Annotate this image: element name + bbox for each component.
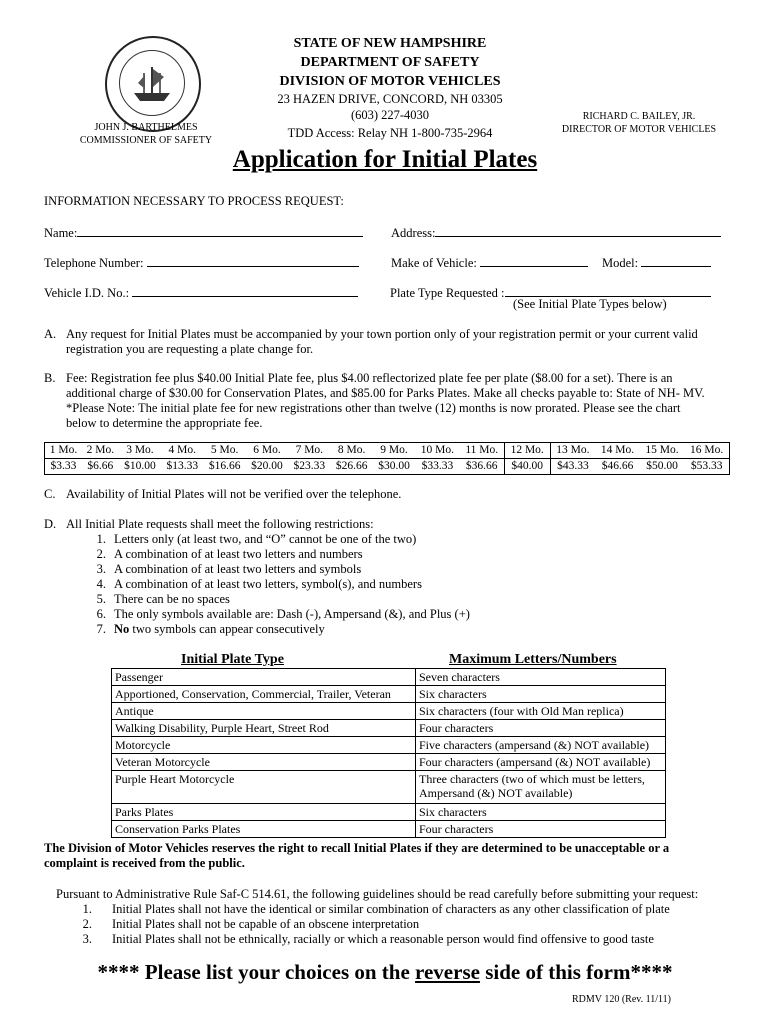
tdd-access: TDD Access: Relay NH 1-800-735-2964 [287,126,493,140]
state-name: STATE OF NEW HAMPSHIRE [293,36,487,51]
section-b-label: B. [44,371,56,385]
fee-cell: $46.66 [595,459,640,475]
month-cell: 3 Mo. [119,443,161,459]
recall-note-line-2: complaint is received from the public. [44,856,245,870]
list-item: 6. The only symbols available are: Dash (-), Ampersand (&), and Plus (+) [96,607,470,621]
month-cell: 2 Mo. [82,443,119,459]
month-cell: 4 Mo. [161,443,203,459]
closing-emphasis: reverse [415,960,480,984]
fee-cell: $36.66 [460,459,505,475]
telephone-field[interactable] [44,254,359,271]
fee-cell: $33.33 [415,459,460,475]
fee-amounts-row [45,459,730,475]
max-cell: Four characters [416,821,666,838]
table-row [112,771,666,804]
section-b-line-4: below to determine the appropriate fee. [66,416,263,430]
closing-post: side of this form**** [479,960,673,984]
max-cell: Five characters (ampersand (&) NOT available) [416,737,666,754]
address-input-line[interactable] [435,224,721,237]
recall-note [44,841,734,871]
plate-type-note: (See Initial Plate Types below) [513,297,667,311]
list-item: 4. A combination of at least two letters, symbol(s), and numbers [96,577,422,591]
model-label: Model: [602,256,639,270]
director-name: RICHARD C. BAILEY, JR. [582,111,696,122]
fee-cell: $16.66 [203,459,245,475]
name-label: Name: [44,226,78,240]
director-block [556,110,722,136]
fee-cell: $20.00 [246,459,288,475]
telephone-label: Telephone Number: [44,256,144,270]
list-item: 1. Letters only (at least two, and “O” cannot be one of the two) [96,532,417,546]
info-heading: INFORMATION NECESSARY TO PROCESS REQUEST: [44,194,344,208]
section-c [44,487,744,503]
restrictions-list [86,532,726,637]
fee-cell: $13.33 [161,459,203,475]
model-input-line[interactable] [641,254,711,267]
month-cell: 13 Mo. [550,443,595,459]
list-item: 3. Initial Plates shall not be ethnically, racially or which a reasonable person would find offensive to good taste [82,932,654,946]
fee-cell: $3.33 [45,459,82,475]
division-name: DIVISION OF MOTOR VEHICLES [279,74,501,89]
month-cell: 11 Mo. [460,443,505,459]
make-label: Make of Vehicle: [391,256,477,270]
max-cell: Six characters [416,686,666,703]
table-row [112,720,666,737]
month-cell: 6 Mo. [246,443,288,459]
agency-phone: (603) 227-4030 [350,108,430,122]
plate-type-cell: Parks Plates [112,804,416,821]
fee-cell: $30.00 [373,459,415,475]
list-item: 5. There can be no spaces [96,592,230,606]
closing-pre: **** Please list your choices on the [97,960,416,984]
section-d-text: All Initial Plate requests shall meet the following restrictions: [66,517,374,531]
table-row [112,804,666,821]
section-a [44,327,744,359]
plate-type-header: Initial Plate Type [181,652,284,667]
plate-type-cell: Passenger [112,669,416,686]
name-field[interactable] [44,224,363,241]
max-cell: Four characters (ampersand (&) NOT available) [416,754,666,771]
no-emphasis: No [114,622,130,636]
ship-icon [120,51,184,115]
list-item: 2. A combination of at least two letters and numbers [96,547,363,561]
max-cell: Six characters [416,804,666,821]
make-field[interactable] [391,254,588,271]
list-item: 7. No two symbols can appear consecutively [96,622,325,636]
agency-address: 23 HAZEN DRIVE, CONCORD, NH 03305 [277,92,503,106]
director-title: DIRECTOR OF MOTOR VEHICLES [561,124,717,135]
guidelines-intro: Pursuant to Administrative Rule Saf-C 514.61, the following guidelines should be read carefully before submitting your request: [56,887,699,901]
fee-cell: $50.00 [640,459,685,475]
plate-type-cell: Motorcycle [112,737,416,754]
vin-field[interactable] [44,284,358,301]
closing-instruction [0,960,770,985]
plate-type-cell: Walking Disability, Purple Heart, Street Rod [112,720,416,737]
plate-type-cell: Antique [112,703,416,720]
vin-input-line[interactable] [132,284,358,297]
department-name: DEPARTMENT OF SAFETY [300,55,480,70]
plate-types-table [111,668,666,838]
max-cell: Seven characters [416,669,666,686]
agency-header [235,34,545,141]
plate-type-cell: Apportioned, Conservation, Commercial, Trailer, Veteran [112,686,416,703]
telephone-input-line[interactable] [147,254,359,267]
max-characters-header: Maximum Letters/Numbers [449,652,617,667]
commissioner-block [64,121,228,147]
plate-type-label: Plate Type Requested : [390,286,505,300]
month-cell: 16 Mo. [684,443,729,459]
month-cell: 5 Mo. [203,443,245,459]
fee-cell: $43.33 [550,459,595,475]
model-field[interactable] [602,254,711,271]
recall-note-line-1: The Division of Motor Vehicles reserves the right to recall Initial Plates if they are determined to be unacceptable or a [44,841,670,855]
fee-cell: $23.33 [288,459,330,475]
guidelines-list [72,902,732,947]
section-a-line-2: registration you are requesting a plate change for. [66,342,314,356]
section-b-line-3: *Please Note: The initial plate fee for new registrations other than twelve (12) months is now prorated. Please see the chart [66,401,681,415]
table-row [112,669,666,686]
list-item: 2. Initial Plates shall not be capable of an obscene interpretation [82,917,420,931]
fee-cell: $10.00 [119,459,161,475]
page-title: Application for Initial Plates [232,146,538,173]
month-cell: 1 Mo. [45,443,82,459]
list-item: 1. Initial Plates shall not have the identical or similar combination of characters as any other classification of plate [82,902,670,916]
section-b-line-2: additional charge of $30.00 for Conservation Plates, and $85.00 for Parks Plates. Make all checks payable to: State of NH- MV. [66,386,705,400]
month-cell: 12 Mo. [504,443,550,459]
table-row [112,686,666,703]
table-row [112,754,666,771]
section-c-text: Availability of Initial Plates will not be verified over the telephone. [66,487,402,501]
state-seal [105,36,201,132]
section-b [44,371,744,433]
fee-months-row [45,443,730,459]
section-a-line-1: Any request for Initial Plates must be accompanied by your town portion only of your registration permit or your current valid [66,327,698,341]
month-cell: 9 Mo. [373,443,415,459]
plate-type-cell: Conservation Parks Plates [112,821,416,838]
section-a-label: A. [44,327,57,341]
section-b-line-1: Fee: Registration fee plus $40.00 Initial Plate fee, plus $4.00 reflectorized plate fee per plate ($8.00 for a set). There is an [66,371,673,385]
address-field[interactable] [391,224,721,241]
seal-inner-ring [119,50,185,116]
list-item: 3. A combination of at least two letters and symbols [96,562,362,576]
max-cell [416,771,666,804]
plate-type-cell: Veteran Motorcycle [112,754,416,771]
section-d-label: D. [44,517,57,531]
address-label: Address: [391,226,436,240]
fee-cell: $40.00 [504,459,550,475]
month-cell: 8 Mo. [330,443,372,459]
make-input-line[interactable] [480,254,588,267]
month-cell: 15 Mo. [640,443,685,459]
fee-cell: $53.33 [684,459,729,475]
table-row [112,737,666,754]
prorated-fee-table [44,442,730,475]
max-cell-line-1: Three characters (two of which must be letters, [419,772,645,786]
month-cell: 10 Mo. [415,443,460,459]
fee-cell: $6.66 [82,459,119,475]
section-c-label: C. [44,487,56,501]
commissioner-name: JOHN J. BARTHELMES [94,122,198,133]
name-input-line[interactable] [77,224,363,237]
month-cell: 14 Mo. [595,443,640,459]
section-d [44,517,744,639]
table-row [112,821,666,838]
table-row [112,703,666,720]
max-cell: Six characters (four with Old Man replica) [416,703,666,720]
month-cell: 7 Mo. [288,443,330,459]
plate-type-input-line[interactable] [505,284,711,297]
plate-type-cell: Purple Heart Motorcycle [112,771,416,804]
form-number: RDMV 120 (Rev. 11/11) [572,994,671,1005]
vin-label: Vehicle I.D. No.: [44,286,130,300]
fee-cell: $26.66 [330,459,372,475]
commissioner-title: COMMISSIONER OF SAFETY [79,135,213,146]
max-cell: Four characters [416,720,666,737]
max-cell-line-2: Ampersand (&) NOT available) [419,786,573,800]
